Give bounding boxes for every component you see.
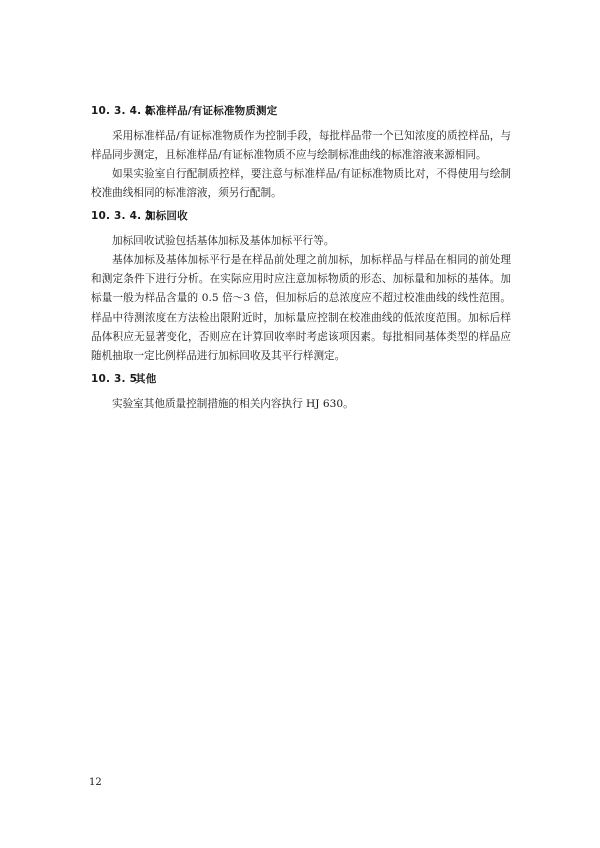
paragraph-spike-recovery-intro: 加标回收试验包括基体加标及基体加标平行等。 (112, 235, 335, 247)
section-number: 10. 3. 4. 2 (91, 105, 153, 117)
paragraph-reference-material: 采用标准样品/有证标准物质作为控制手段，每批样品带一个已知浓度的质控样品，与样品同步测定，且标准样品/有证标准物质不应与绘制标准曲线的标准溶液来源相同。 (91, 130, 511, 162)
section-number: 10. 3. 5 (91, 373, 138, 385)
section-heading-10-3-4-3 (91, 208, 188, 223)
page-number: 12 (89, 777, 102, 788)
section-title: 加标回收 (145, 210, 188, 222)
paragraph-other-qc: 实验室其他质量控制措施的相关内容执行 HJ 630。 (112, 398, 354, 410)
section-title: 标准样品/有证标准物质测定 (145, 105, 278, 117)
section-number: 10. 3. 4. 3 (91, 210, 153, 222)
paragraph-self-prepared-qc: 如果实验室自行配制质控样，要注意与标准样品/有证标准物质比对，不得使用与绘制校准曲线相同的标准溶液，须另行配制。 (91, 168, 511, 200)
section-title: 其他 (135, 373, 157, 385)
paragraph-matrix-spike: 基体加标及基体加标平行是在样品前处理之前加标，加标样品与样品在相同的前处理和测定条件下进行分析。在实际应用时应注意加标物质的形态、加标量和加标的基体。加标量一般为样品含量的 0.5 倍～3 倍，但加标后的总浓度应不超过校准曲线的线性范围。样品中待测浓度在方法检出限附近时，加标量应控制在校准曲线的低浓度范围。加标后样品体积应无显著变化，否则应在计算回收率时考虑该项因素。每批相同基体类型的样品应随机抽取一定比例样品进行加标回收及其平行样测定。 (91, 254, 511, 363)
section-heading-10-3-5 (91, 371, 156, 386)
section-heading-10-3-4-2 (91, 103, 277, 118)
